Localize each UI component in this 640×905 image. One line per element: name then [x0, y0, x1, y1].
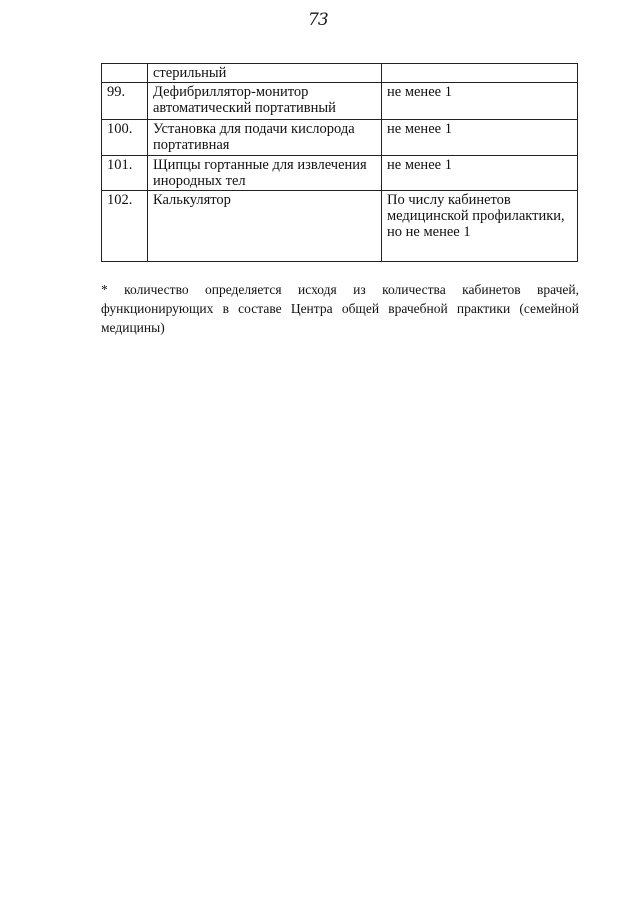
- quantity-cell: не менее 1: [382, 120, 578, 156]
- equipment-name-cell: Установка для подачи кислорода портативная: [148, 120, 382, 156]
- row-number-cell: 100.: [102, 120, 148, 156]
- footnote: * количество определяется исходя из количества кабинетов врачей, функционирующих в составе Центра общей врачебной практики (семейной медицины): [101, 282, 579, 335]
- row-number-cell: 99.: [102, 83, 148, 120]
- quantity-cell: По числу кабинетов медицинской профилактики, но не менее 1: [382, 191, 578, 262]
- page-number: 73: [308, 10, 328, 30]
- equipment-table: [101, 63, 578, 262]
- table-row: [102, 64, 578, 83]
- equipment-name-cell: Калькулятор: [148, 191, 382, 262]
- row-number-cell: 101.: [102, 156, 148, 191]
- equipment-name-cell: Щипцы гортанные для извлечения инородных тел: [148, 156, 382, 191]
- row-number-cell: 102.: [102, 191, 148, 262]
- equipment-name-cell: стерильный: [148, 64, 382, 83]
- row-number-cell: [102, 64, 148, 83]
- table-row: [102, 120, 578, 156]
- quantity-cell: [382, 64, 578, 83]
- table-row: [102, 156, 578, 191]
- quantity-cell: не менее 1: [382, 83, 578, 120]
- quantity-cell: не менее 1: [382, 156, 578, 191]
- table-row: [102, 83, 578, 120]
- equipment-name-cell: Дефибриллятор-монитор автоматический портативный: [148, 83, 382, 120]
- table-row: [102, 191, 578, 262]
